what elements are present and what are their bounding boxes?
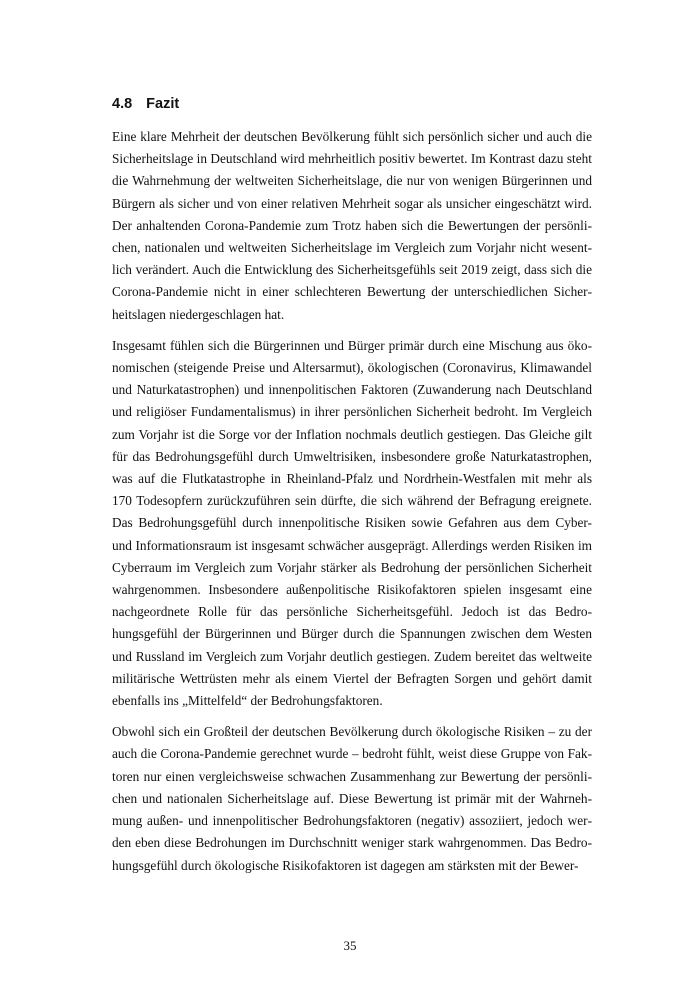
page-number: 35 <box>343 938 357 953</box>
section-title: Fazit <box>146 96 180 112</box>
section-heading <box>112 95 592 113</box>
paragraph-1: Eine klare Mehrheit der deutschen Bevölkerung fühlt sich persönlich sicher und auch die Sicherheitslage in Deutschland wird mehrheitlich positiv bewertet. Im Kontrast dazu steht die Wahrnehmung der weltweiten Sicherheitslage, die nur von wenigen Bürgerinnen und Bürgern als sicher und von einer relativen Mehrheit sogar als unsicher eingeschätzt wird. Der anhaltenden Corona-Pandemie zum Trotz haben sich die Bewertungen der persönlichen, nationalen und weltweiten Sicherheitslage im Vergleich zum Vorjahr nicht wesentlich verändert. Auch die Entwicklung des Sicherheitsgefühls seit 2019 zeigt, dass sich die Corona-Pandemie nicht in einer schlechteren Bewertung der unterschiedlichen Sicherheitslagen niedergeschlagen hat. <box>112 129 592 322</box>
section-number: 4.8 <box>112 96 133 112</box>
paragraph-3: Obwohl sich ein Großteil der deutschen Bevölkerung durch ökologische Risiken – zu der auch die Corona-Pandemie gerechnet wurde – bedroht fühlt, weist diese Gruppe von Faktoren nur einen vergleichsweise schwachen Zusammenhang zur Bewertung der persönlichen und nationalen Sicherheitslage auf. Diese Bewertung ist primär mit der Wahrnehmung außen- und innenpolitischer Bedrohungsfaktoren (negativ) assoziiert, jedoch werden eben diese Bedrohungen im Durchschnitt weniger stark wahrgenommen. Das Bedrohungsgefühl durch ökologische Risikofaktoren ist dagegen am stärksten mit der Bewer- <box>112 724 592 873</box>
page-body <box>112 95 592 886</box>
paragraph-2: Insgesamt fühlen sich die Bürgerinnen und Bürger primär durch eine Mischung aus ökonomischen (steigende Preise und Altersarmut), ökologischen (Coronavirus, Klimawandel und Naturkatastrophen) und innenpolitischen Faktoren (Zuwanderung nach Deutschland und religiöser Fundamentalismus) in ihrer persönlichen Sicherheit bedroht. Im Vergleich zum Vorjahr ist die Sorge vor der Inflation nochmals deutlich gestiegen. Das Gleiche gilt für das Bedrohungsgefühl durch Umweltrisiken, insbesondere große Naturkatastrophen, was auf die Flutkatastrophe in Rheinland-Pfalz und Nordrhein-Westfalen mit mehr als 170 Todesopfern zurückzuführen sein dürfte, die sich während der Befragung ereignete. Das Bedrohungsgefühl durch innenpolitische Risiken sowie Gefahren aus dem Cyber- und Informationsraum ist insgesamt schwächer ausgeprägt. Allerdings werden Risiken im Cyberraum im Vergleich zum Vorjahr stärker als Bedrohung der persönlichen Sicherheit wahrgenommen. Insbesondere außenpolitische Risikofaktoren spielen insgesamt eine nachgeordnete Rolle für das persönliche Sicherheitsgefühl. Jedoch ist das Bedrohungsgefühl der Bürgerinnen und Bürger durch die Spannungen zwischen dem Westen und Russland im Vergleich zum Vorjahr deutlich gestiegen. Zudem bereitet das weltweite militärische Wettrüsten mehr als einem Viertel der Befragten Sorgen und gehört damit ebenfalls ins „Mittelfeld“ der Bedrohungsfaktoren. <box>112 337 592 709</box>
